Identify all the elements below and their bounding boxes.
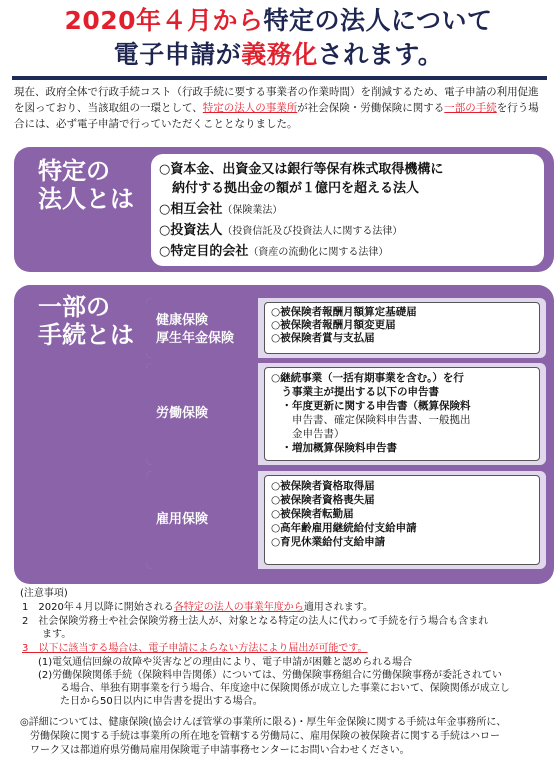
panel-label-line1: 一部の: [38, 293, 110, 321]
note-3-2: (2)労働保険関係手続（保険料申告関係）については、労働保険事務組合に労働保険事務が委託されてい: [38, 670, 502, 681]
section-label-line2: 厚生年金保険: [156, 331, 235, 346]
criteria-item: [159, 179, 419, 198]
criteria-item: [159, 221, 402, 241]
procedure-item: ○被保険者賞与支払届: [271, 332, 375, 344]
section-label-line1: 雇用保険: [156, 512, 209, 527]
procedure-item: ○継続事業（一括有期事業を含む。）を行: [271, 372, 464, 384]
panel-label-line2: 法人とは: [38, 185, 134, 213]
notes-header: (注意事項): [20, 588, 68, 599]
note-3-1: (1)電気通信回線の故障や災害などの理由により、電子申請が困難と認められる場合: [38, 657, 413, 668]
procedure-item: ○被保険者転勤届: [271, 508, 354, 520]
criteria-item: [159, 200, 282, 220]
intro-highlight-1: 特定の法人の事業所: [202, 102, 298, 114]
footer-line: ワーク又は都道府県労働局雇用保険電子申請事務センターにお問い合わせください。: [20, 745, 410, 756]
section-label: [156, 312, 234, 348]
panel-label-line1: 特定の: [38, 157, 110, 185]
note-3: 3 以下に該当する場合は、電子申請によらない方法により届出が可能です。: [22, 643, 368, 654]
procedure-item: ○被保険者資格喪失届: [271, 494, 375, 506]
note-3-2-cont: た日から50日以内に申告書を提出する場合。: [60, 696, 263, 707]
title-emphasis: 義務化: [241, 40, 318, 69]
criteria-text: ○投資法人: [159, 223, 223, 238]
section-label-line1: 労働保険: [156, 406, 209, 421]
procedures-panel: [14, 285, 554, 584]
panel-label: [38, 293, 134, 349]
note-text: 1 2020年４月以降に開始される: [22, 602, 174, 613]
title-subject: 特定の法人について: [263, 6, 493, 35]
title-date: 2020年４月から: [64, 6, 264, 35]
procedure-item: 申告書、確定保険料申告書、一般拠出: [271, 414, 471, 426]
procedure-item: ○被保険者資格取得届: [271, 480, 375, 492]
criteria-text: ○特定目的会社: [159, 244, 249, 259]
page-title-line2: [0, 38, 557, 72]
title-divider: [12, 76, 547, 80]
criteria-text: ○相互会社: [159, 202, 223, 217]
panel-label-line2: 手続とは: [38, 321, 134, 349]
procedure-list: [264, 302, 540, 354]
criteria-text: 納付する拠出金の額が１億円を超える法人: [159, 181, 420, 196]
health-pension-section: [146, 298, 546, 358]
footer-line: 労働保険に関する手続は事業所の所在地を管轄する労働局に、雇用保険の被保険者に関する手続はハロー: [20, 731, 500, 742]
procedure-item: ○育児休業給付支給申請: [271, 536, 386, 548]
section-label: [156, 511, 208, 529]
contact-footer: [20, 716, 548, 758]
note-3-2-cont: る場合、単独有期事業を行う場合、年度途中に保険関係が成立した事業において、保険関係が成立し: [60, 683, 510, 694]
footer-line: ◎詳細については、健康保険(協会けんぽ管掌の事業所に限る)・厚生年金保険に関する手続は年金事務所に、: [20, 717, 507, 728]
procedure-item: う事業主が提出する以下の申告書: [271, 386, 439, 398]
labor-insurance-section: [146, 363, 546, 465]
criteria-law: （保険業法）: [222, 205, 283, 216]
title-part-end: されます。: [317, 40, 444, 69]
criteria-law: （資産の流動化に関する法律）: [248, 247, 389, 258]
specific-corporation-panel: [14, 147, 554, 272]
procedure-list: [264, 475, 540, 565]
criteria-item: [159, 242, 388, 262]
procedure-item: ○被保険者報酬月額算定基礎届: [271, 306, 417, 318]
intro-text-1: 現在、政府全体で行政手続コスト（行政手続に要する事業者の作業時間）を削減するため、電子申請の利用促進を図っており、当該取組の一環として、: [14, 86, 539, 114]
title-part: 電子申請が: [113, 40, 242, 69]
intro-highlight-2: 一部の手続: [444, 102, 497, 114]
procedure-item: ○被保険者報酬月額変更届: [271, 319, 396, 331]
intro-paragraph: [14, 84, 544, 132]
intro-text-3: を行う場合には、必ず電子申請で行っていただくこととなりました。: [14, 102, 539, 130]
panel-label: [38, 157, 134, 213]
note-text: 適用されます。: [303, 602, 374, 613]
criteria-item: [159, 160, 443, 179]
procedure-list: [264, 367, 540, 461]
procedure-item: 金申告書）: [271, 428, 345, 440]
corporation-criteria-box: [151, 154, 544, 266]
note-highlight: 各特定の法人の事業年度から: [173, 602, 304, 613]
procedure-item: ・増加概算保険料申告書: [271, 442, 397, 454]
note-2-cont: ます。: [22, 629, 72, 640]
section-label-line1: 健康保険: [156, 313, 209, 328]
note-1: [22, 601, 373, 615]
note-2: 2 社会保険労務士や社会保険労務士法人が、対象となる特定の法人に代わって手続を行う場合も含まれ: [22, 616, 489, 627]
page-title-line1: [0, 4, 557, 38]
criteria-text: ○資本金、出資金又は銀行等保有株式取得機構に: [159, 162, 444, 177]
procedure-item: ○高年齢雇用継続給付支給申請: [271, 522, 417, 534]
section-label: [156, 405, 208, 423]
employment-insurance-section: [146, 471, 546, 569]
intro-text-2: が社会保険・労働保険に関する: [297, 102, 445, 114]
procedure-item: ・年度更新に関する申告書（概算保険料: [271, 400, 471, 412]
criteria-law: （投資信託及び投資法人に関する法律）: [222, 226, 403, 237]
